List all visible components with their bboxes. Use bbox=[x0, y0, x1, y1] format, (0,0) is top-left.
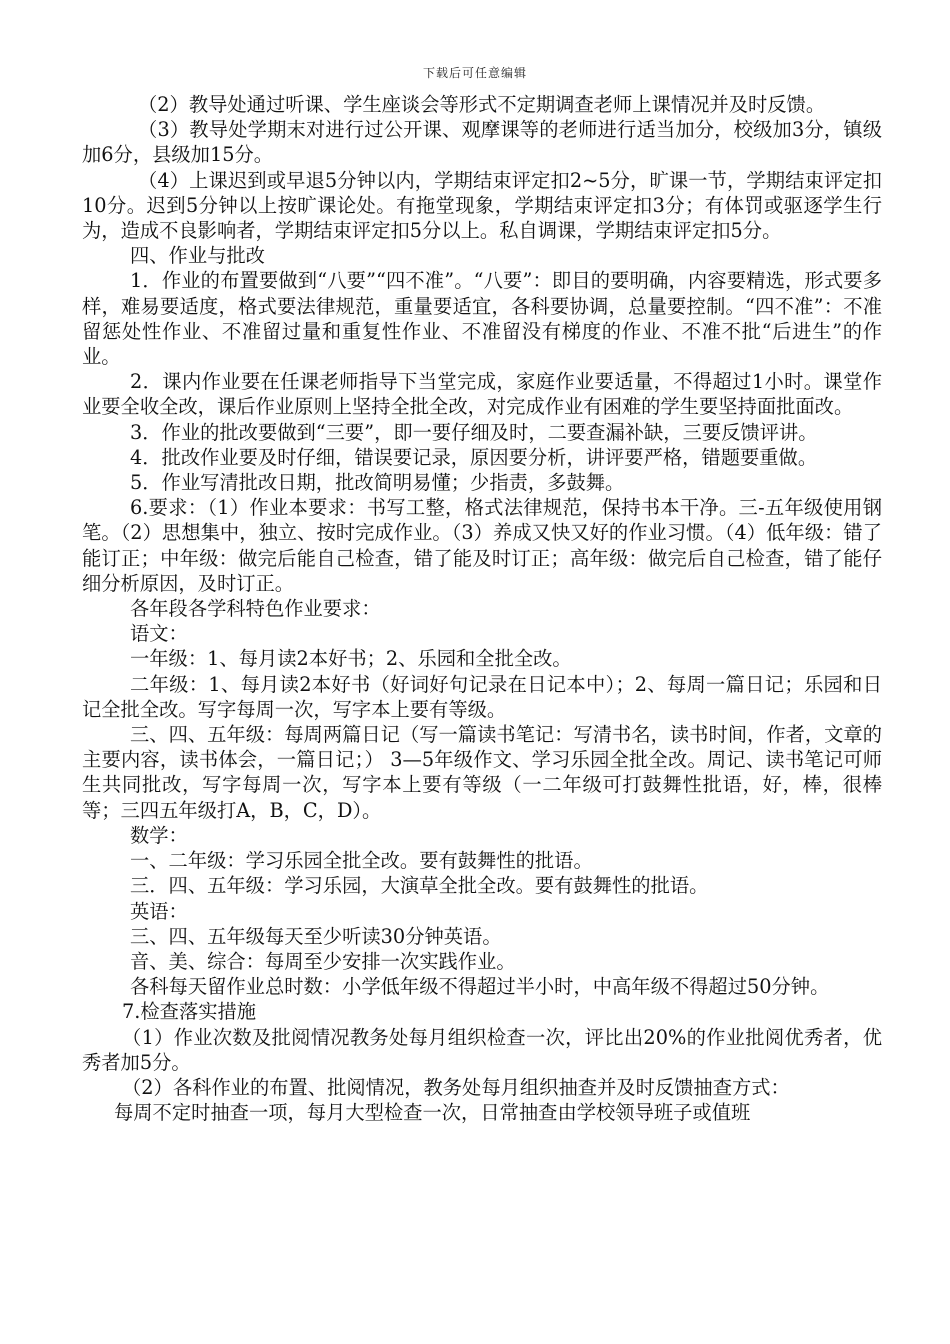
page-header: 下载后可任意编辑 bbox=[422, 66, 527, 80]
paragraph: 每周不定时抽查一项，每月大型检查一次，日常抽查由学校领导班子或值班 bbox=[114, 1101, 751, 1125]
paragraph: 2．课内作业要在任课老师指导下当堂完成，家庭作业要适量，不得超过1小时。课堂作业要全收全改，课后作业原则上坚持全批全改，对完成作业有困难的学生要坚持面批面改。 bbox=[82, 370, 882, 419]
paragraph: 三、四、五年级：每周两篇日记（写一篇读书笔记：写清书名，读书时间，作者，文章的主要内容，读书体会，一篇日记；） 3—5年级作文、学习乐园全批全改。周记、读书笔记可师生共同批改，写字每周一次，写字本上要有等级（一二年级可打鼓舞性批语，好，棒，很棒等；三四五年级打A，B，C，D）。 bbox=[82, 723, 882, 822]
paragraph: 4．批改作业要及时仔细，错误要记录，原因要分析，讲评要严格，错题要重做。 bbox=[130, 445, 818, 469]
paragraph: 3．作业的批改要做到“三要”，即一要仔细及时，二要查漏补缺，三要反馈评讲。 bbox=[130, 420, 818, 444]
paragraph: 数学： bbox=[130, 823, 188, 847]
paragraph: 四、作业与批改 bbox=[130, 244, 265, 268]
paragraph: （2）教导处通过听课、学生座谈会等形式不定期调查老师上课情况并及时反馈。 bbox=[138, 93, 826, 116]
paragraph: 7.检查落实措施 bbox=[122, 1000, 257, 1024]
paragraph: 三．四、五年级：学习乐园，大演草全批全改。要有鼓舞性的批语。 bbox=[130, 874, 709, 898]
paragraph: 一、二年级：学习乐园全批全改。要有鼓舞性的批语。 bbox=[130, 849, 593, 873]
paragraph: 三、四、五年级每天至少听读30分钟英语。 bbox=[130, 924, 502, 948]
paragraph: 各年段各学科特色作业要求： bbox=[130, 597, 381, 621]
paragraph: 各科每天留作业总时数：小学低年级不得超过半小时，中高年级不得超过50分钟。 bbox=[130, 975, 830, 999]
paragraph: 音、美、综合：每周至少安排一次实践作业。 bbox=[130, 949, 516, 973]
paragraph: 二年级：1、每月读2本好书（好词好句记录在日记本中）；2、每周一篇日记；乐园和日记全批全改。写字每周一次，写字本上要有等级。 bbox=[82, 672, 882, 721]
paragraph: （4）上课迟到或早退5分钟以内，学期结束评定扣2~5分，旷课一节，学期结束评定扣10分。迟到5分钟以上按旷课论处。有拖堂现象，学期结束评定扣3分；有体罚或驱逐学生行为，造成不良影响者，学期结束评定扣5分以上。私自调课，学期结束评定扣5分。 bbox=[82, 168, 882, 243]
paragraph: 1．作业的布置要做到“八要”“四不准”。“八要”：即目的要明确，内容要精选，形式要多样，难易要适度，格式要法律规范，重量要适宜，各科要协调，总量要控制。“四不准”：不准留惩处性作业、不准留过量和重复性作业、不准留没有梯度的作业、不准不批“后进生”的作业。 bbox=[82, 269, 882, 369]
document-body bbox=[82, 92, 882, 1125]
paragraph: 语文： bbox=[130, 622, 188, 646]
paragraph: （3）教导处学期末对进行过公开课、观摩课等的老师进行适当加分，校级加3分，镇级加6分，县级加15分。 bbox=[82, 118, 882, 167]
paragraph: （1）作业次数及批阅情况教务处每月组织检查一次，评比出20%的作业批阅优秀者，优秀者加5分。 bbox=[82, 1025, 882, 1074]
paragraph: （2）各科作业的布置、批阅情况，教务处每月组织抽查并及时反馈抽查方式： bbox=[122, 1075, 790, 1099]
paragraph: 5．作业写清批改日期，批改简明易懂；少指责，多鼓舞。 bbox=[130, 471, 625, 495]
paragraph: 英语： bbox=[130, 899, 188, 923]
paragraph: 一年级：1、每月读2本好书；2、乐园和全批全改。 bbox=[130, 647, 572, 671]
paragraph: 6.要求：（1）作业本要求：书写工整，格式法律规范，保持书本干净。三-五年级使用钢笔。（2）思想集中，独立、按时完成作业。（3）养成又快又好的作业习惯。（4）低年级：错了能订正；中年级：做完后能自己检查，错了能及时订正；高年级：做完后自己检查，错了能仔细分析原因，及时订正。 bbox=[82, 496, 882, 595]
